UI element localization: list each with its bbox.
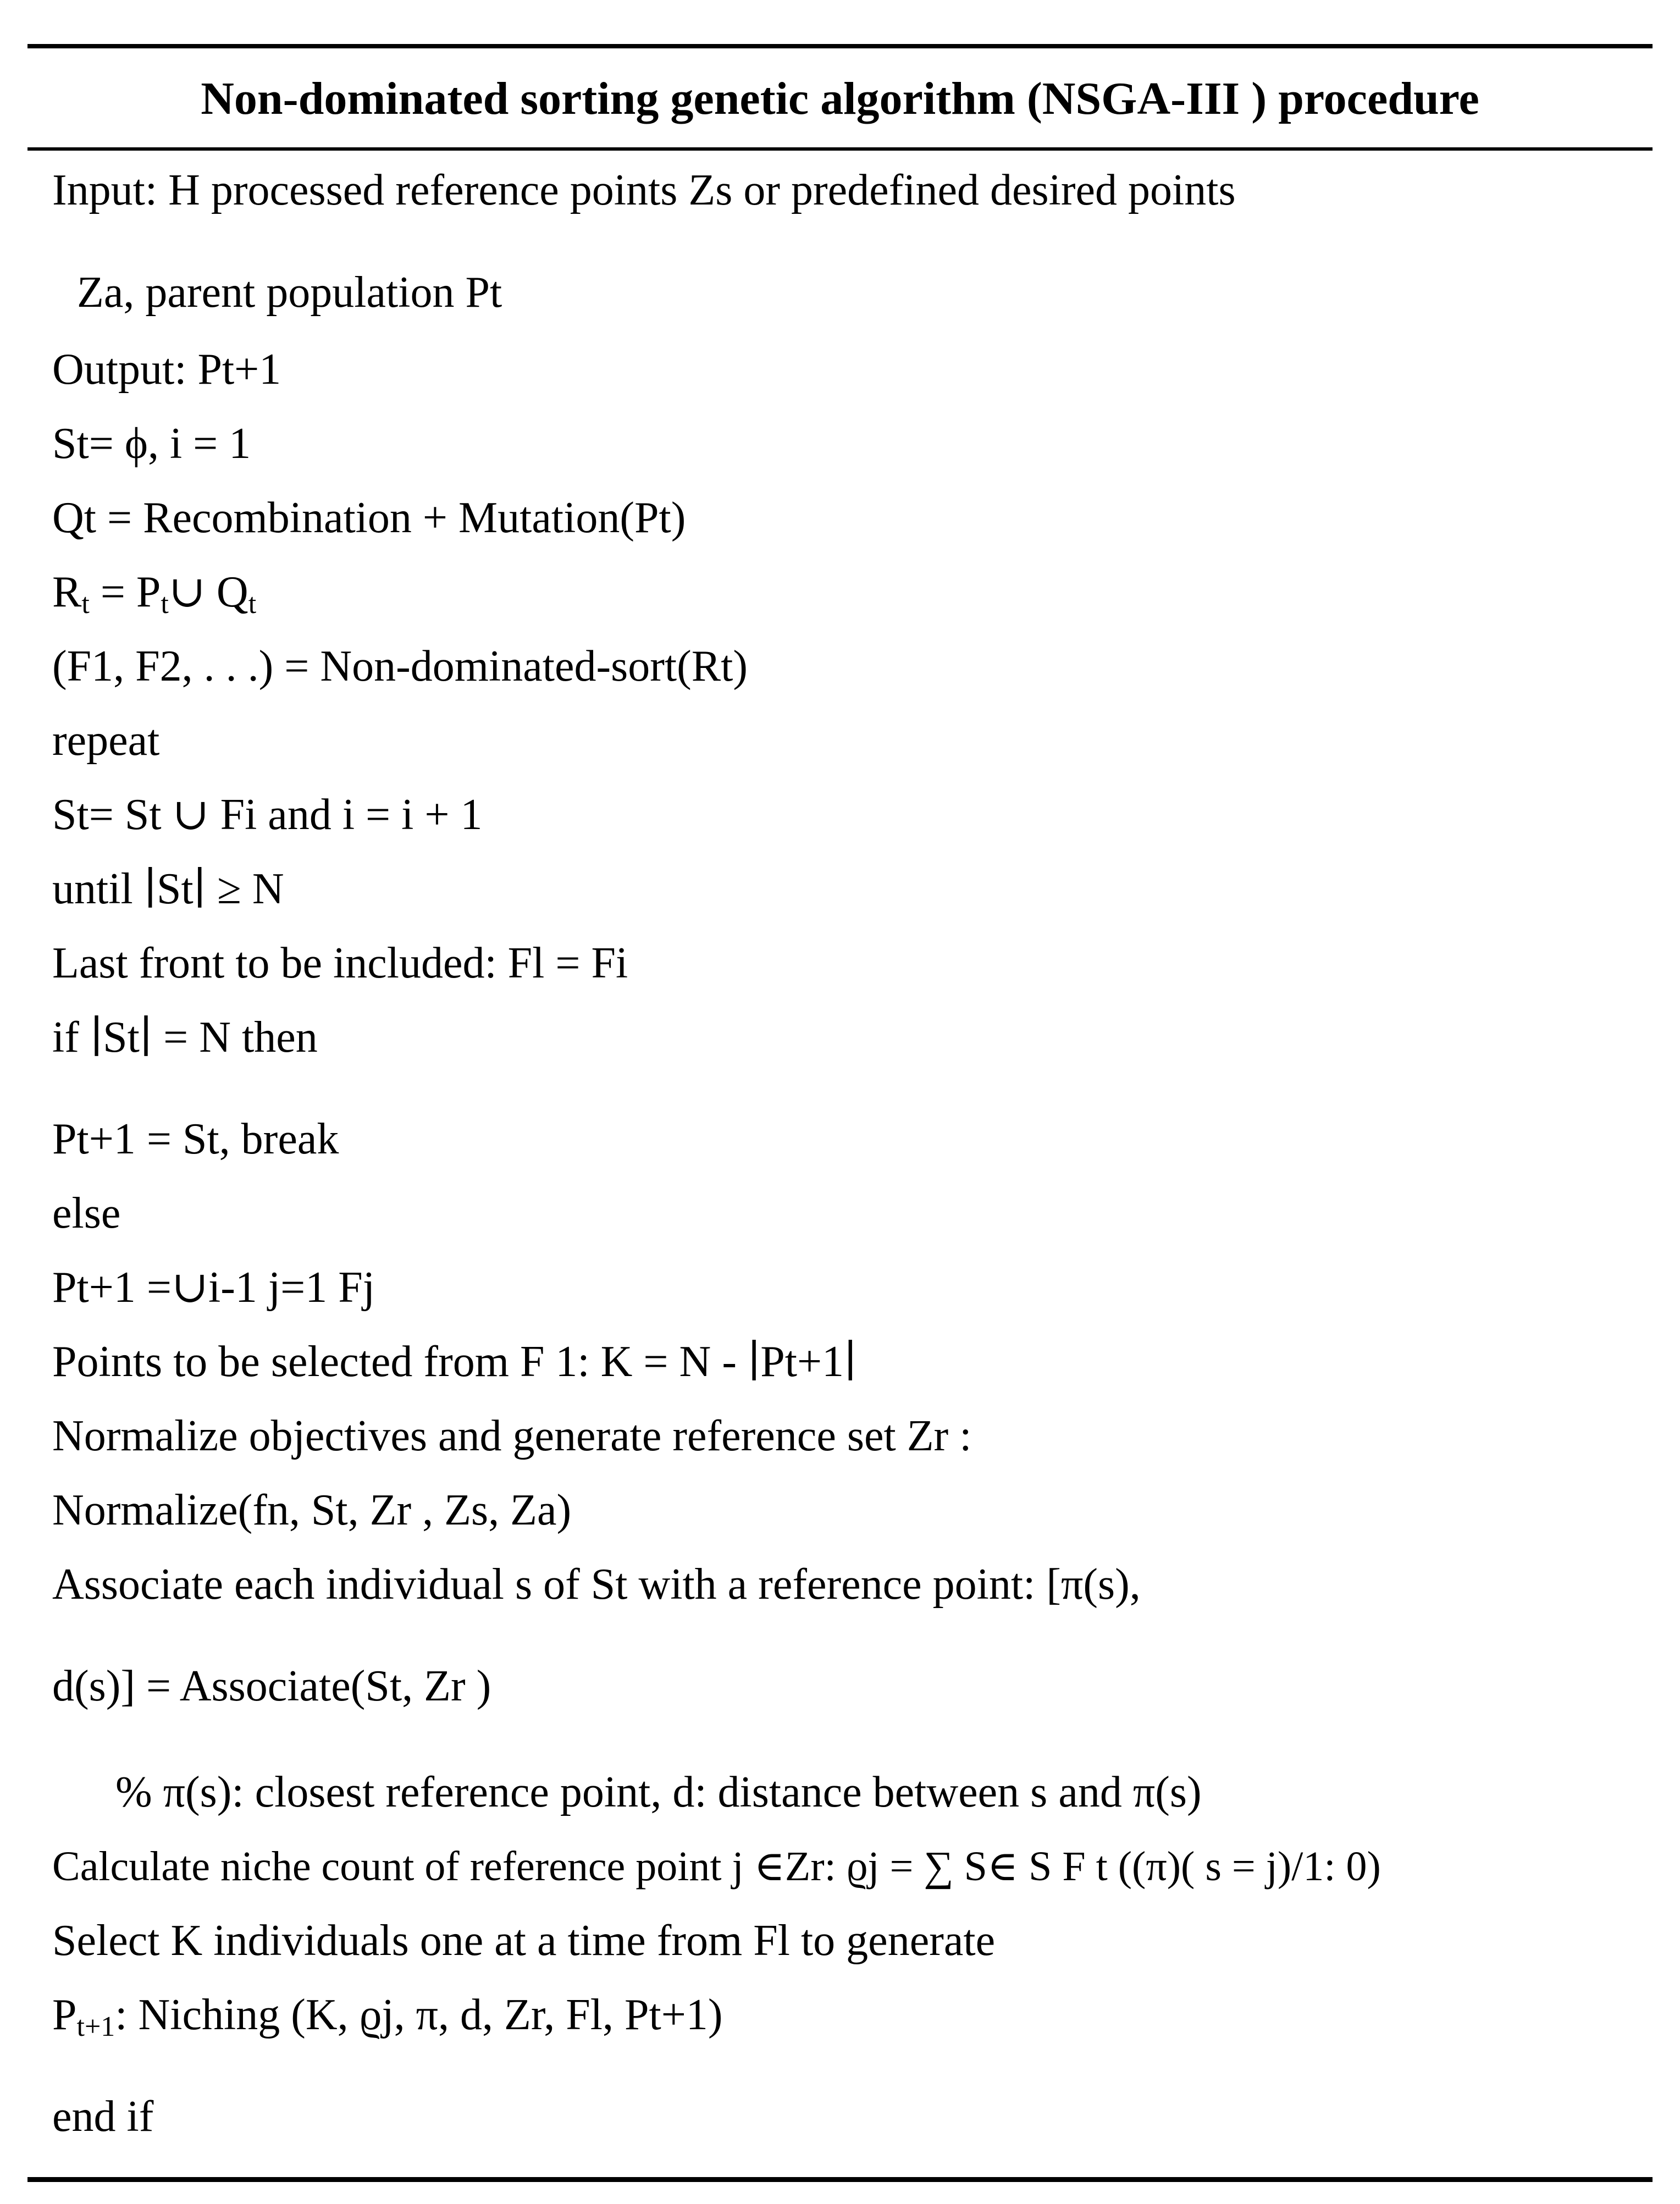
line-associate-call: d(s)] = Associate(St, Zr ) — [52, 1662, 491, 1710]
line-else: else — [52, 1189, 121, 1238]
niching-p-sub: t+1 — [76, 2011, 115, 2042]
line-select: Select K individuals one at a time from Fl to generate — [52, 1916, 996, 1965]
union-r: R — [52, 568, 82, 616]
line-if: if ∣St∣ = N then — [52, 1013, 318, 1062]
line-accumulate: St= St ∪ Fi and i = i + 1 — [52, 791, 483, 839]
line-offspring: Qt = Recombination + Mutation(Pt) — [52, 494, 686, 542]
union-p: = P — [89, 568, 161, 616]
line-associate-desc: Associate each individual s of St with a reference point: [π(s), — [52, 1560, 1141, 1609]
line-output: Output: Pt+1 — [52, 345, 281, 394]
niching-p: P — [52, 1991, 77, 2039]
union-r-sub: t — [81, 588, 90, 620]
line-input: Input: H processed reference points Zs or predefined desired points — [52, 166, 1236, 214]
line-break: Pt+1 = St, break — [52, 1115, 339, 1163]
line-until: until ∣St∣ ≥ N — [52, 865, 284, 913]
line-union — [52, 565, 256, 632]
line-points-selected: Points to be selected from F 1: K = N - ∣Pt+1∣ — [52, 1338, 857, 1386]
procedure-title: Non-dominated sorting genetic algorithm (NSGA-III ) procedure — [201, 73, 1479, 124]
line-niching — [52, 1987, 722, 2054]
line-input-cont: Za, parent population Pt — [77, 268, 502, 317]
line-normalize-call: Normalize(fn, St, Zr , Zs, Za) — [52, 1486, 572, 1534]
bottom-rule — [27, 2177, 1653, 2182]
line-niche-count: Calculate niche count of reference point j ∈Zr: ϱj = ∑ S∈ S F t ((π)( s = j)/1: 0) — [52, 1843, 1381, 1890]
union-q-sub: t — [248, 588, 257, 620]
line-parent-union: Pt+1 =∪i-1 j=1 Fj — [52, 1263, 375, 1312]
union-q: ∪ Q — [168, 568, 248, 616]
header-rule — [27, 147, 1653, 151]
line-end-if: end if — [52, 2092, 154, 2141]
niching-call: : Niching (K, ϱj, π, d, Zr, Fl, Pt+1) — [115, 1991, 723, 2039]
line-normalize-desc: Normalize objectives and generate reference set Zr : — [52, 1412, 972, 1460]
union-p-sub: t — [161, 588, 169, 620]
top-rule — [27, 44, 1653, 48]
line-repeat: repeat — [52, 716, 160, 765]
line-sort: (F1, F2, . . .) = Non-dominated-sort(Rt) — [52, 642, 748, 691]
line-init: St= ϕ, i = 1 — [52, 419, 251, 468]
line-comment: % π(s): closest reference point, d: distance between s and π(s) — [115, 1768, 1202, 1816]
line-last-front: Last front to be included: Fl = Fi — [52, 939, 628, 987]
